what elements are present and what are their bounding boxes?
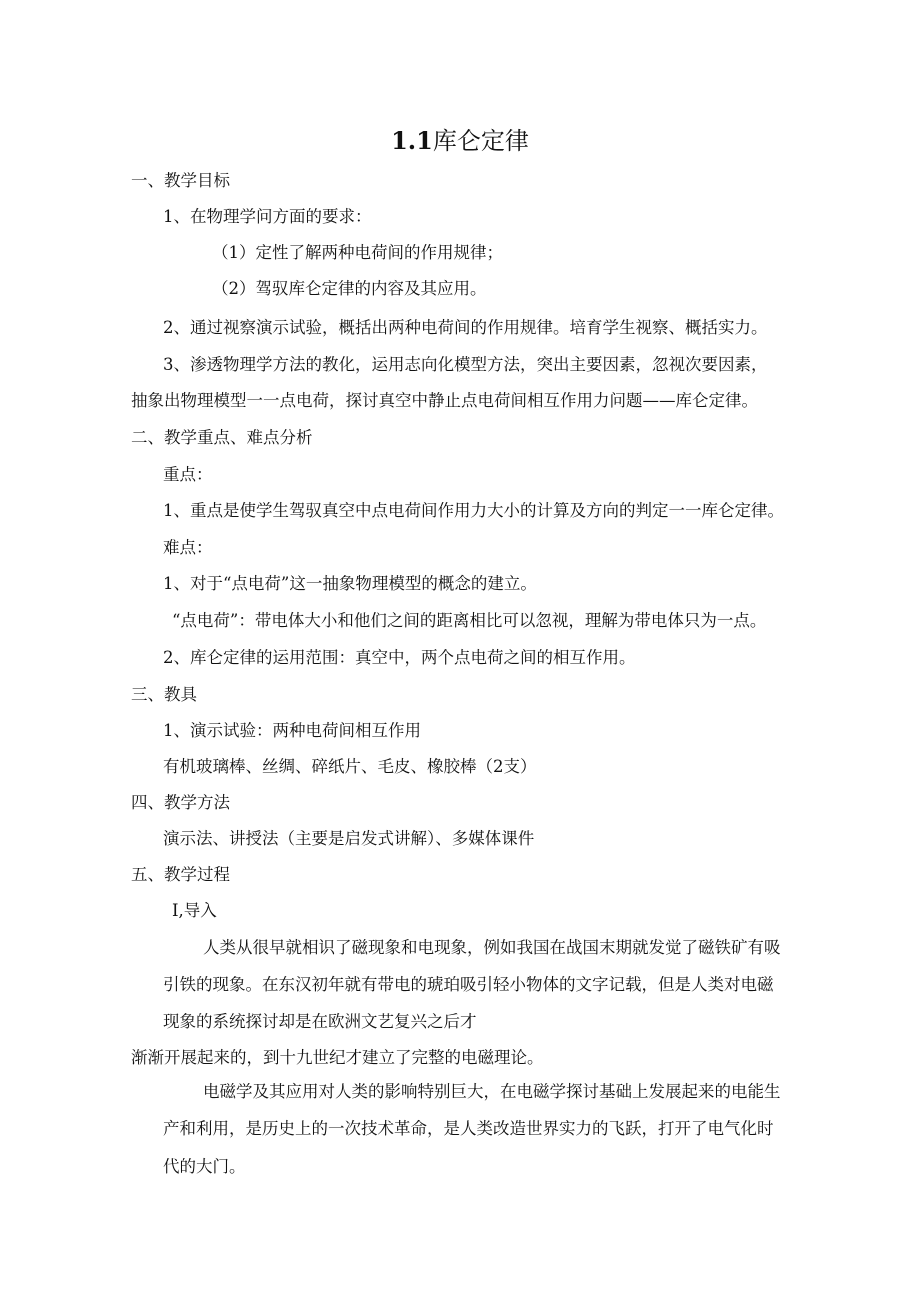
intro-para1-line2: 引铁的现象。在东汉初年就有带电的琥珀吸引轻小物体的文字记载，但是人类对电磁 — [163, 975, 774, 994]
section5-subheading: I,导入 — [172, 901, 217, 920]
intro-para2-line3: 代的大门。 — [163, 1157, 246, 1176]
title-text: 库仑定律 — [432, 127, 529, 155]
intro-para2-line2: 产和利用，是历史上的一次技术革命，是人类改造世界实力的飞跃，打开了电气化时 — [163, 1119, 774, 1138]
title-number: 1.1 — [391, 126, 433, 155]
key-point-label: 重点： — [163, 465, 213, 484]
section4-text: 演示法、讲授法（主要是启发式讲解）、多媒体课件 — [163, 829, 535, 848]
difficulty-label: 难点： — [163, 538, 213, 557]
section5-heading: 五、教学过程 — [131, 865, 230, 884]
intro-para1-line4: 渐渐开展起来的，到十九世纪才建立了完整的电磁理论。 — [131, 1048, 544, 1067]
difficulty-item1: 1、对于“点电荷”这一抽象物理模型的概念的建立。 — [163, 574, 537, 593]
section1-item3-line1: 3、渗透物理学方法的教化，运用志向化模型方法，突出主要因素，忽视次要因素， — [163, 355, 768, 374]
key-point-item: 1、重点是使学生驾驭真空中点电荷间作用力大小的计算及方向的判定一一库仑定律。 — [163, 501, 784, 520]
section3-materials: 有机玻璃棒、丝绸、碎纸片、毛皮、橡胶棒（2支） — [163, 757, 537, 776]
intro-para2-line1: 电磁学及其应用对人类的影响特别巨大，在电磁学探讨基础上发展起来的电能生 — [203, 1082, 781, 1101]
section1-sub1: （1）定性了解两种电荷间的作用规律； — [212, 243, 503, 262]
difficulty-item2: 2、库仑定律的运用范围：真空中，两个点电荷之间的相互作用。 — [163, 648, 636, 667]
intro-para1-line3: 现象的系统探讨却是在欧洲文艺复兴之后才 — [163, 1012, 477, 1031]
section1-item2: 2、通过视察演示试验，概括出两种电荷间的作用规律。培育学生视察、概括实力。 — [163, 318, 768, 337]
section3-heading: 三、教具 — [131, 685, 197, 704]
section2-heading: 二、教学重点、难点分析 — [131, 428, 313, 447]
intro-para1-line1: 人类从很早就相识了磁现象和电现象，例如我国在战国末期就发觉了磁铁矿有吸 — [203, 938, 781, 957]
section4-heading: 四、教学方法 — [131, 793, 230, 812]
section1-heading: 一、教学目标 — [131, 171, 230, 190]
section3-item1: 1、演示试验：两种电荷间相互作用 — [163, 721, 421, 740]
section1-item3-line2: 抽象出物理模型一一点电荷，探讨真空中静止点电荷间相互作用力问题——库仑定律。 — [131, 391, 758, 410]
section1-sub2: （2）驾驭库仑定律的内容及其应用。 — [212, 279, 487, 298]
page-title — [0, 126, 920, 156]
section1-item1: 1、在物理学问方面的要求： — [163, 207, 372, 226]
difficulty-note: “点电荷”：带电体大小和他们之间的距离相比可以忽视，理解为带电体只为一点。 — [172, 611, 767, 630]
